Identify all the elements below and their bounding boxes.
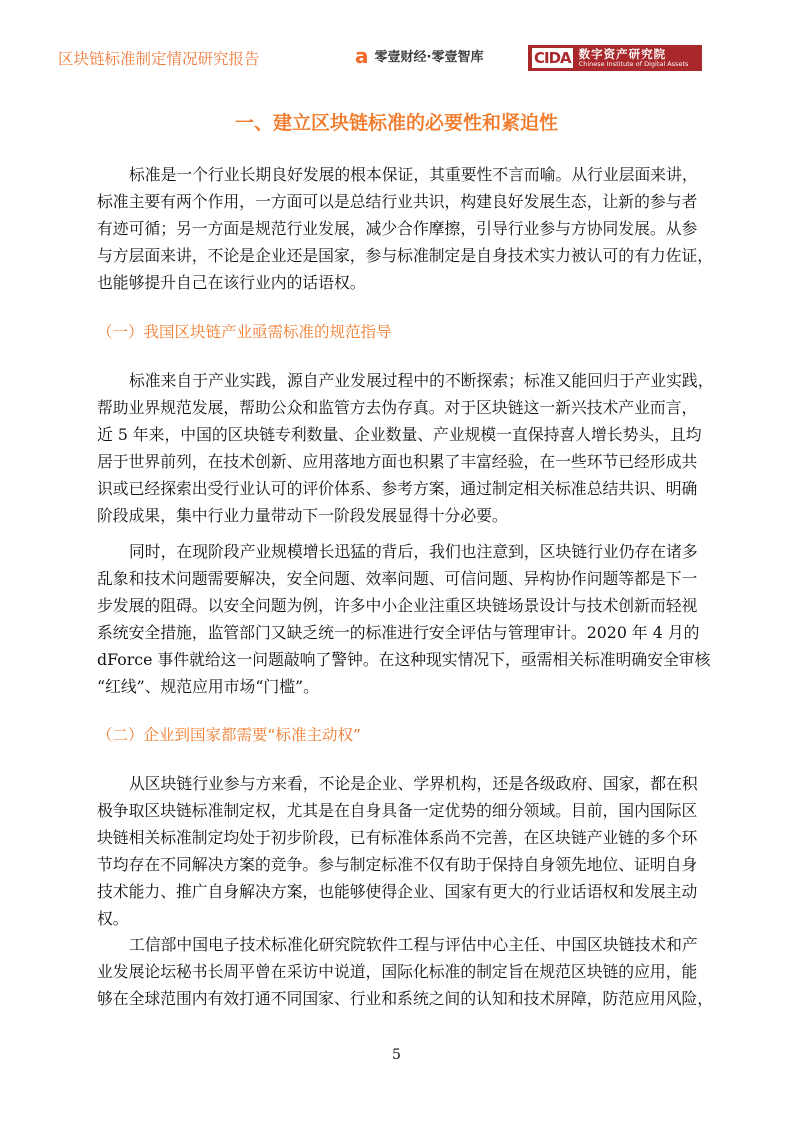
text-line: dForce 事件就给这一问题敲响了警钟。在这种现实情况下，亟需相关标准明确安全审核	[97, 650, 711, 669]
paragraph-3	[97, 538, 711, 700]
cida-logo-en: Chinese Institute of Digital Assets	[578, 59, 689, 68]
text-line: 识或已经探索出受行业认可的评价体系、参考方案，通过制定相关标准总结共识、明确	[97, 479, 698, 498]
text-line: 节均存在不同解决方案的竞争。参与制定标准不仅有助于保持自身领先地位、证明自身	[97, 855, 698, 874]
text-line: 步发展的阻碍。以安全问题为例，许多中小企业注重区块链场景设计与技术创新而轻视	[97, 596, 698, 615]
paragraph-2	[97, 367, 714, 529]
text-line: 乱象和技术问题需要解决，安全问题、效率问题、可信问题、异构协作问题等都是下一	[97, 569, 698, 588]
text-line: 标准是一个行业长期良好发展的根本保证，其重要性不言而喻。从行业层面来讲，	[129, 165, 698, 184]
text-line: 也能够提升自己在该行业内的话语权。	[97, 273, 366, 292]
lingyi-logo-text: 零壹财经·零壹智库	[374, 50, 484, 65]
text-line: 工信部中国电子技术标准化研究院软件工程与评估中心主任、中国区块链技术和产	[129, 935, 698, 954]
text-line: 与方层面来讲，不论是企业还是国家，参与标准制定是自身技术实力被认可的有力佐证，	[97, 246, 714, 265]
text-line: 阶段成果，集中行业力量带动下一阶段发展显得十分必要。	[97, 506, 508, 525]
subheading-1: （一）我国区块链产业亟需标准的规范指导	[97, 323, 392, 341]
text-line: 业发展论坛秘书长周平曾在采访中说道，国际化标准的制定旨在规范区块链的应用，能	[97, 962, 698, 981]
text-line: “红线”、规范应用市场“门槛”。	[97, 677, 319, 696]
text-line: 居于世界前列，在技术创新、应用落地方面也积累了丰富经验，在一些环节已经形成共	[97, 452, 698, 471]
paragraph-4	[97, 770, 697, 932]
text-line: 近 5 年来，中国的区块链专利数量、企业数量、产业规模一直保持喜人增长势头，且均	[97, 425, 702, 444]
text-line: 系统安全措施，监管部门又缺乏统一的标准进行安全评估与管理审计。2020 年 4 月的	[97, 623, 700, 642]
text-line: 同时，在现阶段产业规模增长迅猛的背后，我们也注意到，区块链行业仍存在诸多	[129, 542, 698, 561]
text-line: 帮助业界规范发展，帮助公众和监管方去伪存真。对于区块链这一新兴技术产业而言，	[97, 398, 698, 417]
section-title: 一、建立区块链标准的必要性和紧迫性	[234, 112, 558, 134]
cida-logo-mark: CIDA	[534, 49, 571, 67]
text-line: 从区块链行业参与方来看，不论是企业、学界机构，还是各级政府、国家，都在积	[129, 774, 698, 793]
text-line: 标准主要有两个作用，一方面可以是总结行业共识，构建良好发展生态，让新的参与者	[97, 192, 698, 211]
paragraph-5	[97, 931, 714, 1012]
text-line: 标准来自于产业实践，源自产业发展过程中的不断探索；标准又能回归于产业实践，	[129, 371, 714, 390]
text-line: 技术能力、推广自身解决方案，也能够使得企业、国家有更大的行业话语权和发展主动	[97, 882, 698, 901]
text-line: 块链相关标准制定均处于初步阶段，已有标准体系尚不完善，在区块链产业链的多个环	[97, 828, 698, 847]
text-line: 极争取区块链标准制定权，尤其是在自身具备一定优势的细分领域。目前，国内国际区	[97, 801, 698, 820]
text-line: 权。	[97, 909, 129, 928]
report-title: 区块链标准制定情况研究报告	[58, 50, 260, 68]
subheading-2: （二）企业到国家都需要“标准主动权”	[97, 726, 362, 744]
lingyi-logo-mark: a	[355, 43, 369, 68]
cida-logo	[528, 45, 702, 71]
text-line: 有迹可循；另一方面是规范行业发展，减少合作摩擦，引导行业参与方协同发展。从参	[97, 219, 698, 238]
cida-logo-cn: 数字资产研究院	[578, 47, 667, 61]
text-line: 够在全球范围内有效打通不同国家、行业和系统之间的认知和技术屏障，防范应用风险，	[97, 989, 714, 1008]
lingyi-logo	[355, 43, 484, 68]
paragraph-1	[97, 161, 714, 296]
page-number: 5	[392, 1047, 401, 1063]
